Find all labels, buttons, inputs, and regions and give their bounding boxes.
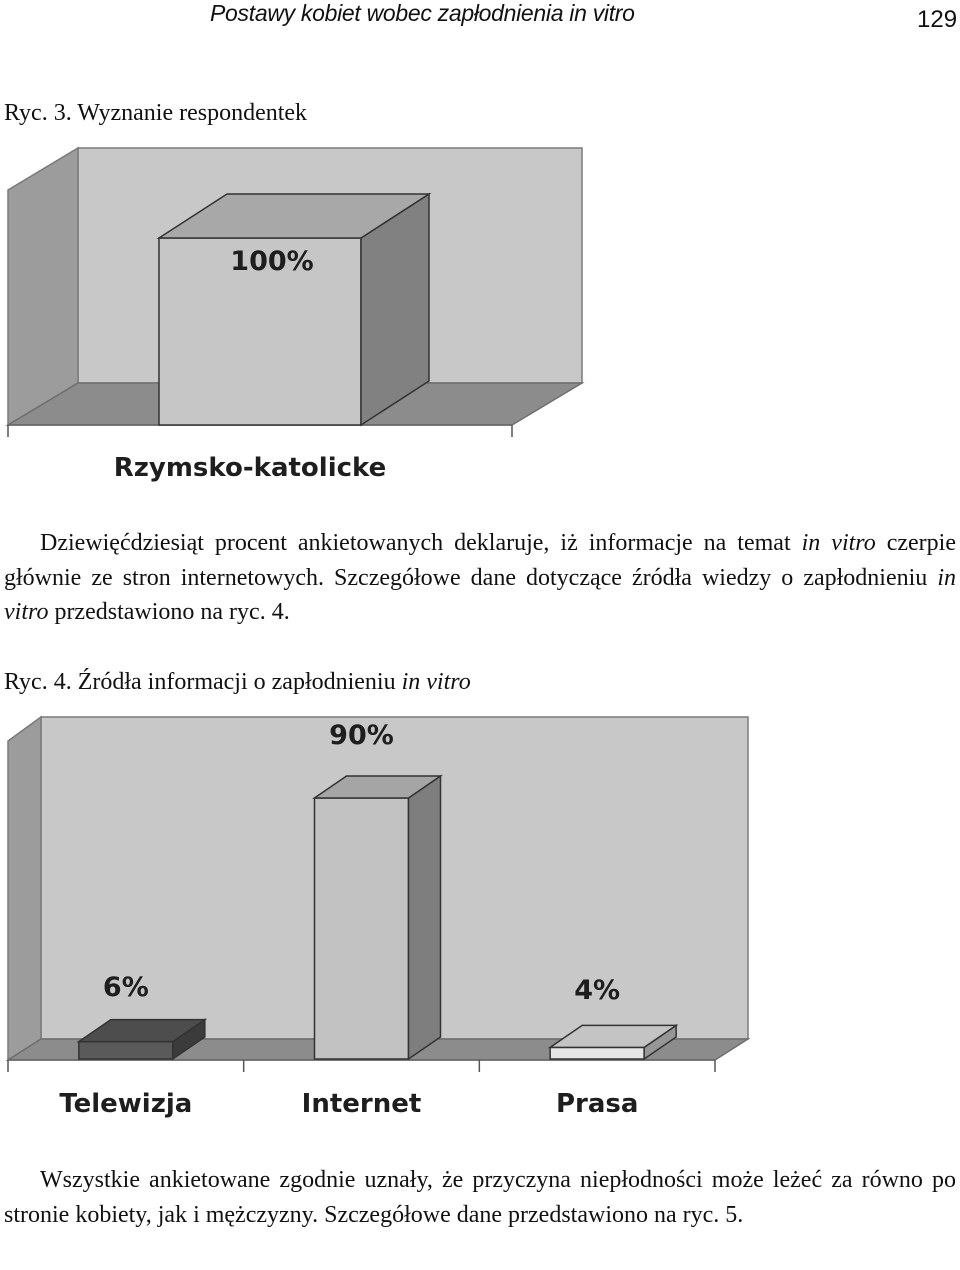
bar-1-front [79, 1042, 173, 1059]
page-number: 129 [917, 6, 958, 33]
category-label-1: Rzymsko-katolicke [113, 453, 387, 483]
bar-1-value-label: 6% [102, 972, 149, 1003]
category-label-2: Internet [301, 1089, 422, 1119]
category-label-3: Prasa [555, 1089, 639, 1119]
paragraph-2: Wszystkie ankietowane zgodnie uznały, że przyczyna niepłodności może leżeć za równo po stronie kobiety, jak i mężczyzny. Szczegółowe dane przedstawiono na ryc. 5. [4, 1167, 956, 1228]
running-title: Postawy kobiet wobec zapłodnienia in vitro [210, 0, 635, 26]
bar-2-front [315, 798, 409, 1059]
bar-3-front [550, 1047, 644, 1059]
bar-3-value-label: 4% [574, 975, 621, 1006]
bar-1-value-label: 100% [230, 246, 314, 277]
figure-4-caption: Ryc. 4. Źródła informacji o zapłodnieniu in vitro [4, 669, 471, 695]
bar-2-value-label: 90% [329, 720, 394, 751]
category-label-1: Telewizja [59, 1089, 193, 1119]
chart-side-wall [8, 717, 41, 1060]
paragraph-1: Dziewięćdziesiąt procent ankietowanych deklaruje, iż informacje na temat in vitro czerpie głównie ze stron internetowych. Szczegółowe dane dotyczące źródła wiedzy o zapłodnieniu in vitro przedstawiono na ryc. 4. [4, 530, 956, 625]
figure-3-caption: Ryc. 3. Wyznanie respondentek [4, 100, 308, 126]
bar-2-side [409, 776, 441, 1059]
